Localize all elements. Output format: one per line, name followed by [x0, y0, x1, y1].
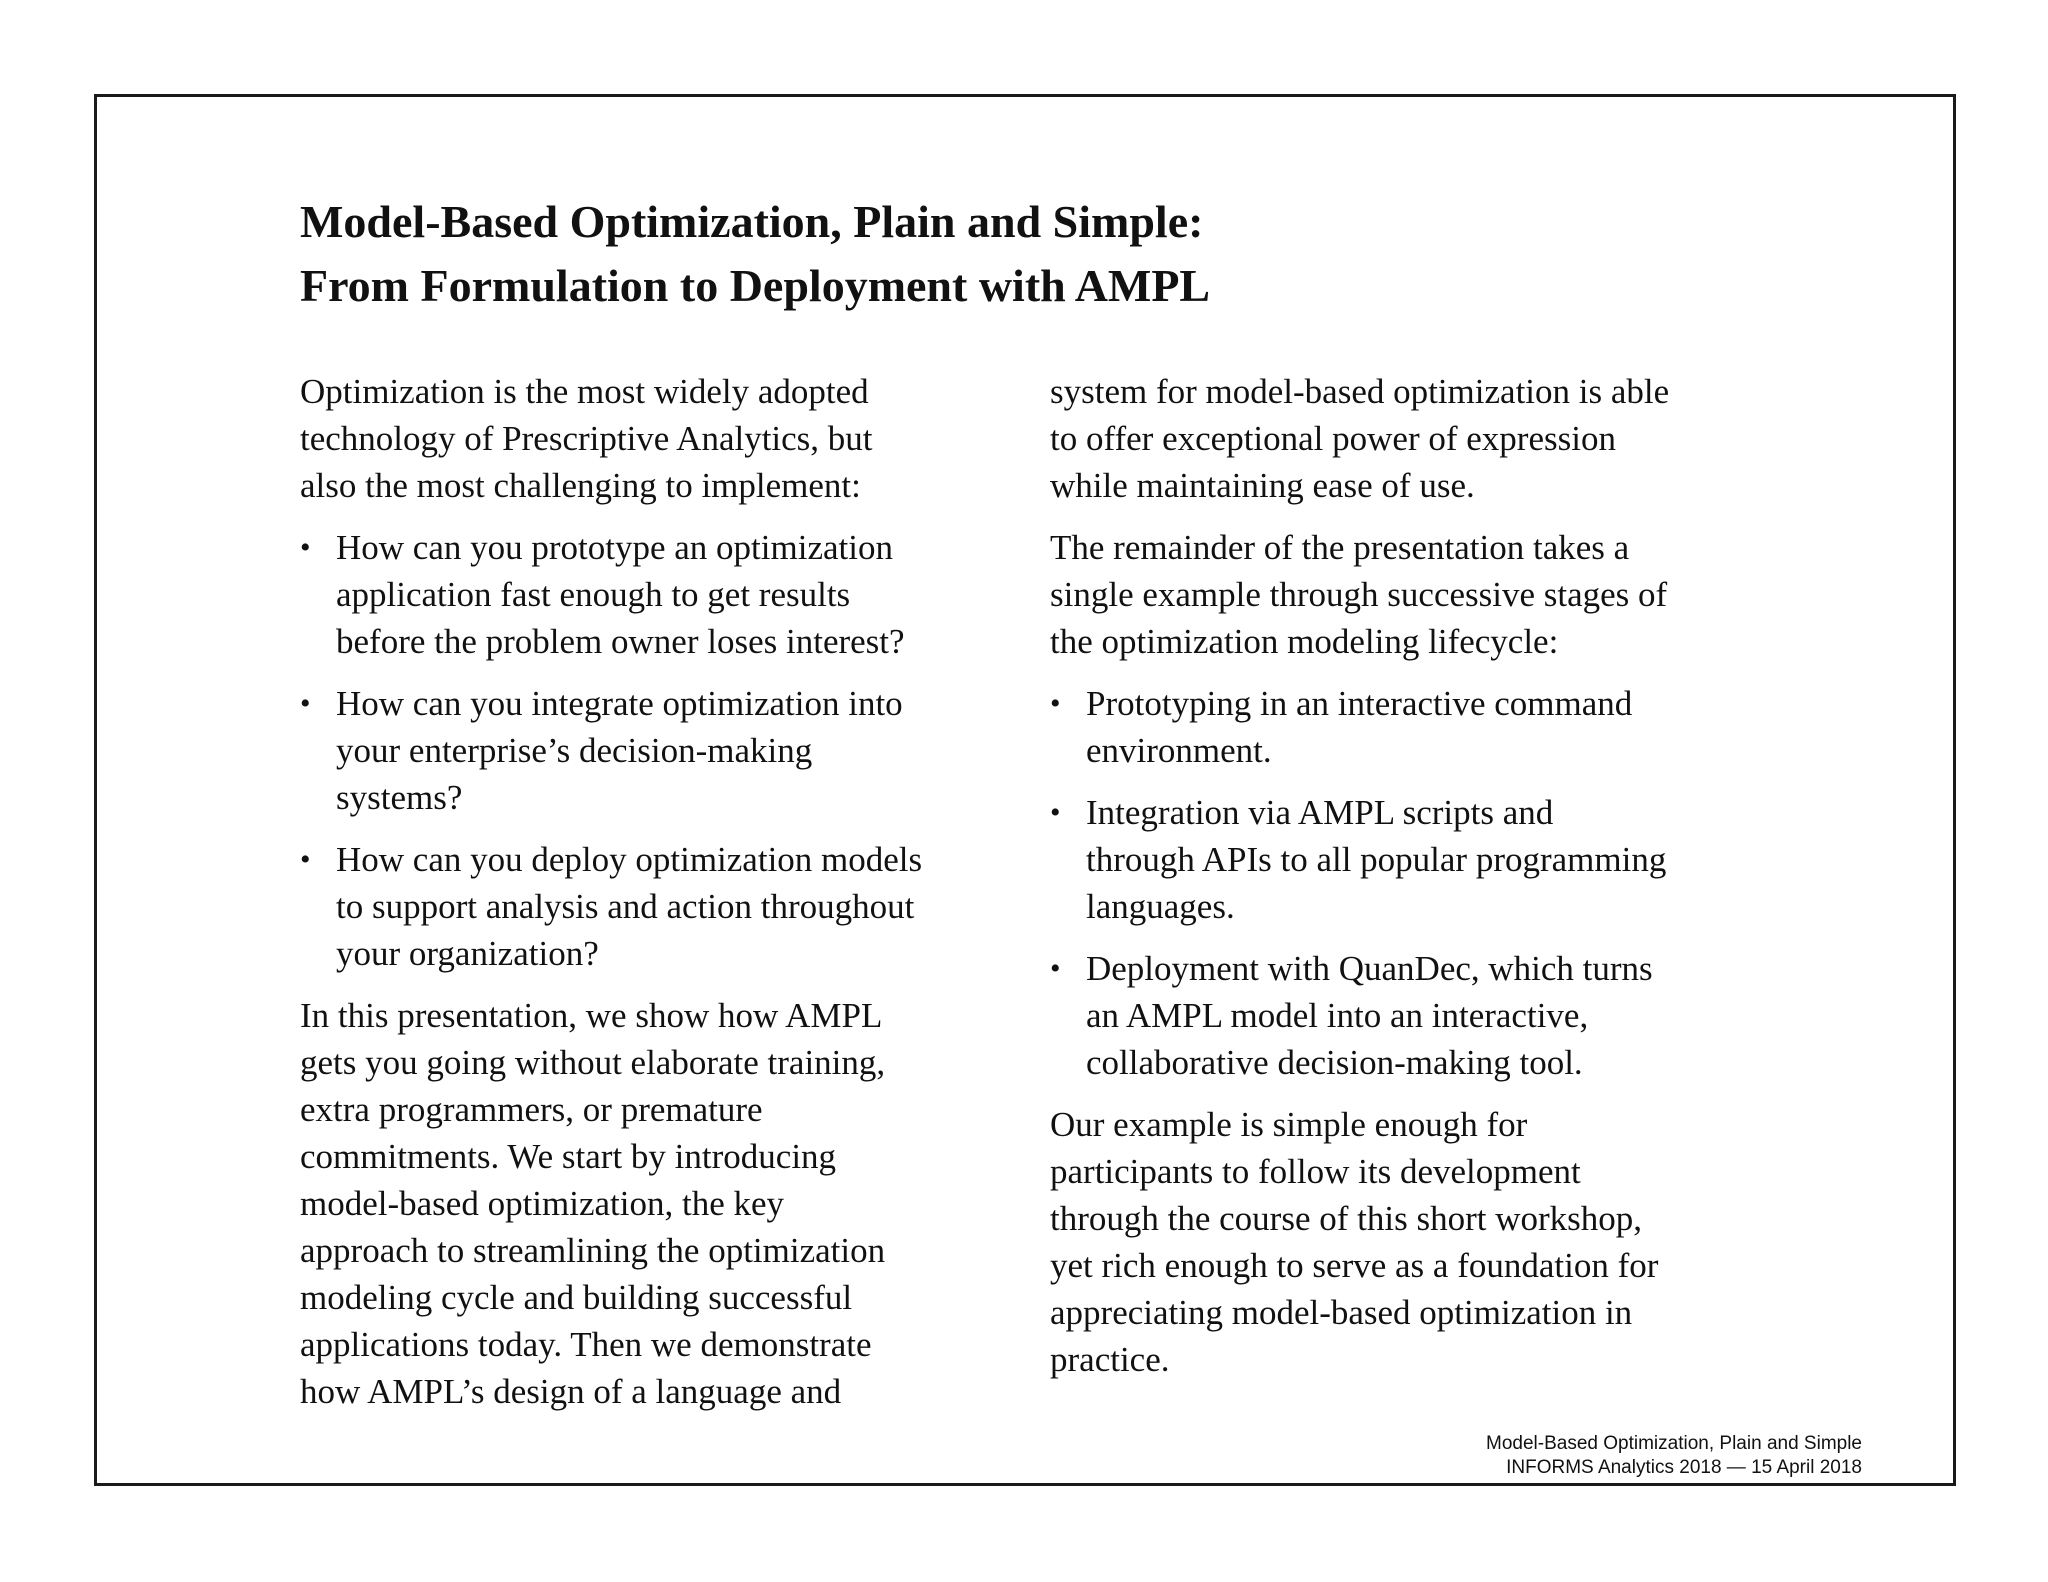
text-line: applications today. Then we demonstrate: [300, 1325, 872, 1364]
text-line: the optimization modeling lifecycle:: [1050, 622, 1559, 661]
bullet-icon: •: [1050, 687, 1061, 720]
bullet-item: [300, 524, 1020, 665]
text-line: single example through successive stages of: [1050, 575, 1668, 614]
title-line: Model-Based Optimization, Plain and Simple:: [300, 196, 1204, 247]
text-line: Deployment with QuanDec, which turns: [1086, 949, 1653, 988]
text-line: gets you going without elaborate training,: [300, 1043, 886, 1082]
text-line: to support analysis and action throughout: [336, 887, 915, 926]
text-line: systems?: [336, 778, 463, 817]
bullet-icon: •: [1050, 952, 1061, 985]
text-line: before the problem owner loses interest?: [336, 622, 905, 661]
bullet-icon: •: [1050, 796, 1061, 829]
footer-title: Model-Based Optimization, Plain and Simple: [1486, 1433, 1862, 1454]
text-line: approach to streamlining the optimization: [300, 1231, 886, 1270]
continuation-paragraph: [1050, 368, 1770, 509]
right-column: [1050, 368, 1770, 1398]
text-line: system for model-based optimization is able: [1050, 372, 1670, 411]
intro-paragraph: [300, 368, 1020, 509]
text-line: extra programmers, or premature: [300, 1090, 763, 1129]
text-line: your enterprise’s decision-making: [336, 731, 813, 770]
bullet-item: [1050, 945, 1770, 1086]
text-line: How can you deploy optimization models: [336, 840, 923, 879]
lifecycle-bullet-list: [1050, 680, 1770, 1086]
text-line: while maintaining ease of use.: [1050, 466, 1475, 505]
text-line: application fast enough to get results: [336, 575, 851, 614]
text-line: The remainder of the presentation takes a: [1050, 528, 1630, 567]
question-bullet-list: [300, 524, 1020, 977]
text-line: to offer exceptional power of expression: [1050, 419, 1616, 458]
text-line: through the course of this short workshop,: [1050, 1199, 1643, 1238]
text-line: Our example is simple enough for: [1050, 1105, 1528, 1144]
text-line: your organization?: [336, 934, 599, 973]
bullet-item: [1050, 680, 1770, 774]
closing-paragraph: [1050, 1101, 1770, 1383]
bullet-item: [1050, 789, 1770, 930]
text-line: practice.: [1050, 1340, 1170, 1379]
left-column: [300, 368, 1020, 1430]
bullet-icon: •: [300, 843, 311, 876]
title-line: From Formulation to Deployment with AMPL: [300, 260, 1211, 311]
text-line: participants to follow its development: [1050, 1152, 1581, 1191]
slide-title: [300, 190, 1210, 318]
footer-event-date: INFORMS Analytics 2018 — 15 April 2018: [1506, 1457, 1862, 1478]
bullet-item: [300, 836, 1020, 977]
text-line: how AMPL’s design of a language and: [300, 1372, 842, 1411]
text-line: an AMPL model into an interactive,: [1086, 996, 1589, 1035]
slide-footer: [1486, 1432, 1862, 1480]
bullet-icon: •: [300, 687, 311, 720]
text-line: through APIs to all popular programming: [1086, 840, 1667, 879]
text-line: languages.: [1086, 887, 1235, 926]
text-line: How can you integrate optimization into: [336, 684, 903, 723]
text-line: modeling cycle and building successful: [300, 1278, 853, 1317]
text-line: commitments. We start by introducing: [300, 1137, 837, 1176]
bullet-icon: •: [300, 531, 311, 564]
text-line: Optimization is the most widely adopted: [300, 372, 869, 411]
text-line: Prototyping in an interactive command: [1086, 684, 1633, 723]
text-line: yet rich enough to serve as a foundation for: [1050, 1246, 1659, 1285]
bullet-item: [300, 680, 1020, 821]
text-line: model-based optimization, the key: [300, 1184, 785, 1223]
text-line: How can you prototype an optimization: [336, 528, 893, 567]
text-line: technology of Prescriptive Analytics, but: [300, 419, 873, 458]
text-line: Integration via AMPL scripts and: [1086, 793, 1554, 832]
text-line: also the most challenging to implement:: [300, 466, 861, 505]
text-line: appreciating model-based optimization in: [1050, 1293, 1633, 1332]
text-line: environment.: [1086, 731, 1272, 770]
text-line: collaborative decision-making tool.: [1086, 1043, 1583, 1082]
text-line: In this presentation, we show how AMPL: [300, 996, 883, 1035]
closing-paragraph: [300, 992, 1020, 1415]
lifecycle-intro-paragraph: [1050, 524, 1770, 665]
